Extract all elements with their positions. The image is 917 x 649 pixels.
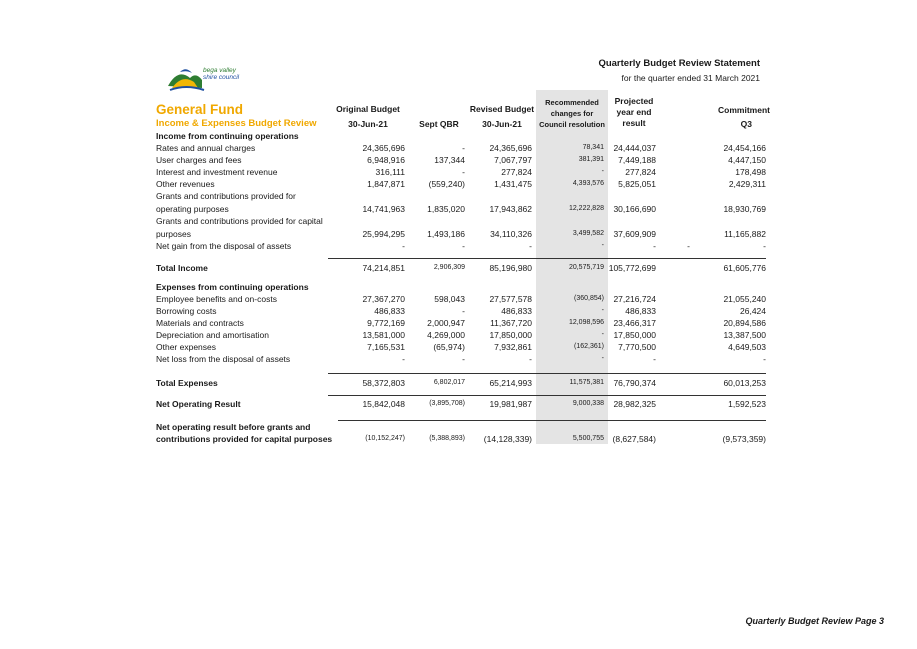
table-row <box>156 166 766 178</box>
sept-qbr-value: (5,388,893) <box>429 435 465 442</box>
revised-budget-value: 24,365,696 <box>489 143 532 153</box>
row-label: Net gain from the disposal of assets <box>156 241 292 251</box>
header-recommended-2: changes for <box>550 109 594 118</box>
table-row <box>156 293 766 305</box>
recommended-value: - <box>601 168 604 175</box>
header-recommended-1: Recommended <box>545 98 599 107</box>
original-budget-value: 9,772,169 <box>367 318 405 328</box>
table-row <box>156 178 766 190</box>
recommended-value: 381,391 <box>578 156 604 163</box>
header-sept-qbr: Sept QBR <box>419 119 459 129</box>
commitment-value: 18,930,769 <box>723 204 766 214</box>
sept-qbr-value: (559,240) <box>428 179 465 189</box>
row-label: operating purposes <box>156 204 229 214</box>
row-label: Grants and contributions provided for capital <box>156 216 323 226</box>
revised-budget-value: 7,067,797 <box>494 155 532 165</box>
original-budget-value: 74,214,851 <box>362 263 405 273</box>
revised-budget-value: 7,932,861 <box>494 342 532 352</box>
row-label: Total Expenses <box>156 378 218 388</box>
header-original-budget: Original Budget <box>336 104 400 114</box>
revised-budget-value: 34,110,326 <box>490 229 532 239</box>
revised-budget-value: 11,367,720 <box>490 318 532 328</box>
original-budget-value: 316,111 <box>375 167 405 177</box>
original-budget-value: 7,165,531 <box>367 342 405 352</box>
table-row <box>156 317 766 329</box>
row-label: Borrowing costs <box>156 306 217 316</box>
recommended-value: (162,361) <box>574 343 604 350</box>
sept-qbr-value: (3,895,708) <box>429 400 465 407</box>
revised-budget-value: - <box>529 354 532 364</box>
recommended-value: 78,341 <box>582 144 604 151</box>
row-label: purposes <box>156 229 191 239</box>
row-label: Employee benefits and on-costs <box>156 294 277 304</box>
recommended-value: 3,499,582 <box>572 230 604 237</box>
revised-budget-value: 27,577,578 <box>489 294 532 304</box>
total-income-rule <box>328 258 766 259</box>
total-income-row <box>156 262 766 274</box>
statement-subtitle: for the quarter ended 31 March 2021 <box>621 73 760 83</box>
fund-title: General Fund <box>156 102 244 117</box>
header-projected-1: Projected <box>614 96 654 106</box>
row-label: Rates and annual charges <box>156 143 256 153</box>
commitment-value: 178,498 <box>735 167 766 177</box>
commitment-value: - <box>763 354 766 364</box>
sept-qbr-value: - <box>462 306 465 316</box>
table-row <box>156 305 766 317</box>
original-budget-value: (10,152,247) <box>365 435 405 442</box>
commitment-value: 4,649,503 <box>728 342 766 352</box>
recommended-value: 12,222,828 <box>568 205 604 212</box>
revised-budget-value: 17,943,862 <box>489 204 532 214</box>
commitment-value: - <box>763 241 766 251</box>
original-budget-value: 14,741,963 <box>362 204 405 214</box>
total-expenses-rule <box>328 373 766 374</box>
projected-value: (8,627,584) <box>612 434 656 444</box>
table-row <box>156 341 766 353</box>
net-operating-rule <box>328 395 766 396</box>
logo-text-line1: bega valley <box>203 67 236 74</box>
original-budget-value: - <box>402 241 405 251</box>
original-budget-value: 24,365,696 <box>362 143 405 153</box>
recommended-value: - <box>601 242 604 249</box>
sept-qbr-value: 2,000,947 <box>427 318 465 328</box>
header-original-date: 30-Jun-21 <box>348 119 388 129</box>
sept-qbr-value: 598,043 <box>434 294 465 304</box>
page-footer: Quarterly Budget Review Page 3 <box>745 616 884 626</box>
revised-budget-value: 277,824 <box>501 167 532 177</box>
recommended-value: 9,000,338 <box>572 400 604 407</box>
recommended-value: 4,393,576 <box>572 180 604 187</box>
row-label: Net operating result before grants and <box>156 422 311 432</box>
recommended-value: - <box>601 331 604 338</box>
commitment-value: 61,605,776 <box>723 263 766 273</box>
sept-qbr-value: - <box>462 143 465 153</box>
recommended-value: - <box>601 355 604 362</box>
projected-value: - <box>653 354 656 364</box>
projected-value: 277,824 <box>625 167 656 177</box>
commitment-value: 13,387,500 <box>723 330 766 340</box>
revised-budget-value: 85,196,980 <box>489 263 532 273</box>
row-label: Other revenues <box>156 179 215 189</box>
recommended-value: 11,575,381 <box>569 379 604 386</box>
revised-budget-value: 1,431,475 <box>494 179 532 189</box>
projected-value: 37,609,909 <box>613 229 656 239</box>
original-budget-value: 6,948,916 <box>367 155 405 165</box>
sept-qbr-value: - <box>462 167 465 177</box>
sept-qbr-value: - <box>462 241 465 251</box>
revised-budget-value: 19,981,987 <box>489 399 532 409</box>
header-projected-3: result <box>622 118 646 128</box>
commitment-value: 24,454,166 <box>723 143 766 153</box>
table-row <box>156 142 766 154</box>
table-row <box>156 353 766 365</box>
header-revised-budget: Revised Budget <box>469 104 535 114</box>
net-before-grants-label-line1 <box>156 421 766 433</box>
row-label: contributions provided for capital purposes <box>156 434 333 444</box>
sept-qbr-value: 1,835,020 <box>427 204 465 214</box>
income-section-header <box>156 130 766 142</box>
table-row-label-line1 <box>156 215 766 227</box>
row-label: Materials and contracts <box>156 318 244 328</box>
statement-title: Quarterly Budget Review Statement <box>598 58 760 69</box>
sept-qbr-value: 6,802,017 <box>433 379 465 386</box>
header-commitment-q3: Q3 <box>740 119 752 129</box>
table-row <box>156 154 766 166</box>
revised-budget-value: - <box>529 241 532 251</box>
recommended-value: 20,575,719 <box>568 264 604 271</box>
section-label: Income from continuing operations <box>156 131 299 141</box>
row-label: Grants and contributions provided for <box>156 191 296 201</box>
original-budget-value: - <box>402 354 405 364</box>
header-revised-date: 30-Jun-21 <box>482 119 522 129</box>
projected-value: 7,770,500 <box>618 342 656 352</box>
projected-value: 24,444,037 <box>613 143 656 153</box>
commitment-value: 11,165,882 <box>724 229 766 239</box>
table-row <box>156 240 766 252</box>
expenses-section-header <box>156 281 766 293</box>
revised-budget-value: 65,214,993 <box>489 378 532 388</box>
sept-qbr-value: (65,974) <box>433 342 465 352</box>
commitment-value: 4,447,150 <box>728 155 766 165</box>
sept-qbr-value: 4,269,000 <box>427 330 465 340</box>
original-budget-value: 1,847,871 <box>367 179 405 189</box>
row-label: Other expenses <box>156 342 217 352</box>
header-recommended-3: Council resolution <box>539 120 605 129</box>
header-projected-2: year end <box>616 107 652 117</box>
original-budget-value: 58,372,803 <box>362 378 405 388</box>
projected-value: 5,825,051 <box>618 179 656 189</box>
commitment-value: 1,592,523 <box>728 399 766 409</box>
original-budget-value: 13,581,000 <box>362 330 405 340</box>
section-label: Expenses from continuing operations <box>156 282 309 292</box>
commitment-value: 20,894,586 <box>723 318 766 328</box>
projected-value: 76,790,374 <box>613 378 656 388</box>
projected-value: 17,850,000 <box>613 330 656 340</box>
row-label: Net loss from the disposal of assets <box>156 354 291 364</box>
projected-value: 486,833 <box>625 306 656 316</box>
table-row-label-line1 <box>156 190 766 202</box>
revised-budget-value: 17,850,000 <box>489 330 532 340</box>
row-label: Net Operating Result <box>156 399 241 409</box>
commitment-value: 2,429,311 <box>728 179 766 189</box>
commitment-value: 21,055,240 <box>723 294 766 304</box>
row-label: Total Income <box>156 263 208 273</box>
projected-value: 28,982,325 <box>613 399 656 409</box>
revised-budget-value: (14,128,339) <box>483 434 532 444</box>
projected-value: 105,772,699 <box>608 263 656 273</box>
original-budget-value: 486,833 <box>374 306 405 316</box>
fund-subtitle: Income & Expenses Budget Review <box>156 118 317 129</box>
recommended-value: 12,098,596 <box>568 319 604 326</box>
recommended-value: 5,500,755 <box>572 435 604 442</box>
commitment-value: 26,424 <box>740 306 766 316</box>
commitment-value: 60,013,253 <box>723 378 766 388</box>
original-budget-value: 15,842,048 <box>362 399 405 409</box>
table-row <box>156 329 766 341</box>
commitment-value: (9,573,359) <box>722 434 766 444</box>
sept-qbr-value: 1,493,186 <box>427 229 465 239</box>
sept-qbr-value: 137,344 <box>434 155 465 165</box>
sept-qbr-value: 2,906,309 <box>433 264 465 271</box>
recommended-value: (360,854) <box>574 295 604 302</box>
original-budget-value: 25,994,295 <box>362 229 405 239</box>
projected-value: 30,166,690 <box>613 204 656 214</box>
row-label: Depreciation and amortisation <box>156 330 269 340</box>
logo-text-line2: shire council <box>203 74 240 81</box>
header-commitment: Commitment <box>718 105 770 115</box>
sept-qbr-value: - <box>462 354 465 364</box>
row-label: Interest and investment revenue <box>156 167 278 177</box>
recommended-value: - <box>601 307 604 314</box>
projected-value: - <box>653 241 656 251</box>
table-row <box>156 228 766 240</box>
projected-value: 27,216,724 <box>613 294 656 304</box>
revised-budget-value: 486,833 <box>501 306 532 316</box>
row-label: User charges and fees <box>156 155 242 165</box>
projected-value: 23,466,317 <box>613 318 656 328</box>
table-row <box>156 203 766 215</box>
net-before-grants-row <box>156 433 766 445</box>
net-operating-row <box>156 398 766 410</box>
projected-extra-dash: - <box>687 241 690 251</box>
original-budget-value: 27,367,270 <box>362 294 405 304</box>
projected-value: 7,449,188 <box>618 155 656 165</box>
total-expenses-row <box>156 377 766 389</box>
